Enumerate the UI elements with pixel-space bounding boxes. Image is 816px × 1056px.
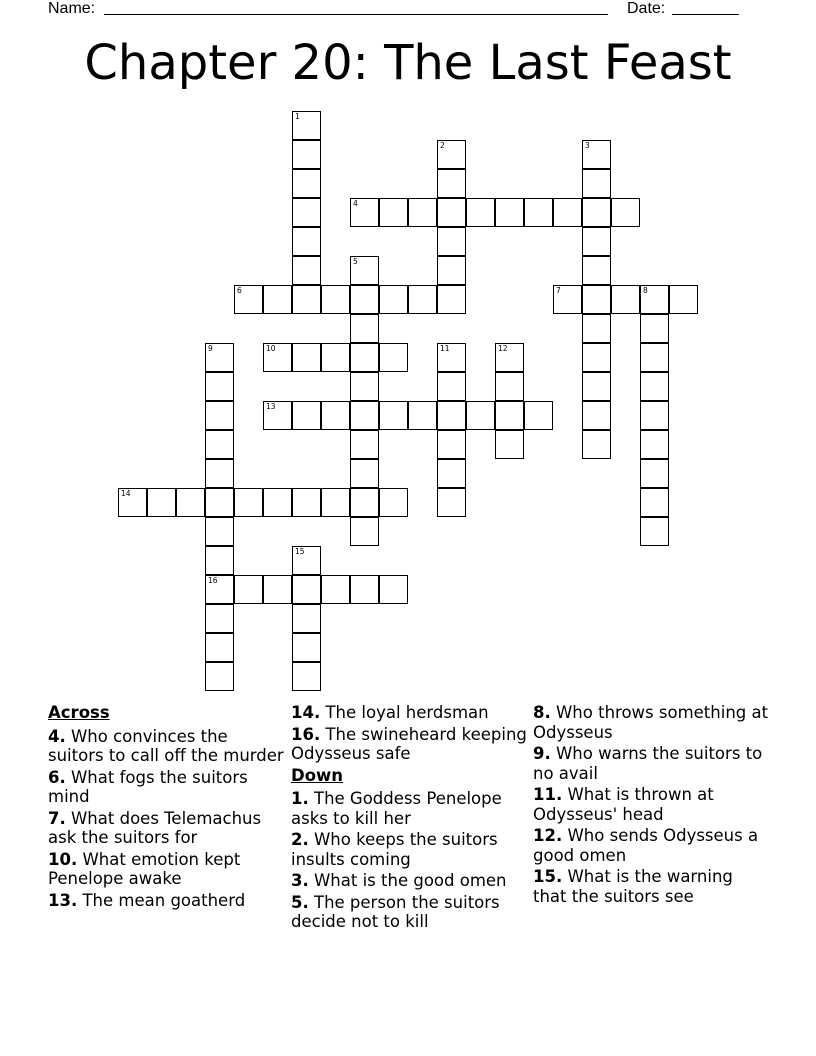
- grid-cell[interactable]: [466, 198, 495, 227]
- clue-across-4: 4. Who convinces the suitors to call off the murder: [48, 726, 284, 765]
- grid-cell[interactable]: [292, 198, 321, 227]
- grid-cell[interactable]: [379, 401, 408, 430]
- grid-cell[interactable]: [350, 314, 379, 343]
- grid-cell[interactable]: [292, 285, 321, 314]
- grid-cell[interactable]: [582, 198, 611, 227]
- clue-number: 13: [266, 402, 276, 411]
- grid-cell[interactable]: [292, 343, 321, 372]
- clue-down-2: 2. Who keeps the suitors insults coming: [291, 830, 498, 869]
- grid-cell[interactable]: [350, 459, 379, 488]
- grid-cell[interactable]: [379, 343, 408, 372]
- clue-down-9: 9. Who warns the suitors to no avail: [533, 744, 763, 783]
- clue-number: 4: [353, 199, 358, 208]
- grid-cell[interactable]: [292, 256, 321, 285]
- clue-number: 2: [440, 141, 445, 150]
- grid-cell[interactable]: [205, 459, 234, 488]
- grid-cell[interactable]: [205, 488, 234, 517]
- clue-down-1: 1. The Goddess Penelope asks to kill her: [291, 789, 502, 828]
- across-heading: Across: [48, 703, 110, 722]
- grid-cell[interactable]: [582, 314, 611, 343]
- grid-cell[interactable]: [582, 401, 611, 430]
- grid-cell[interactable]: [408, 198, 437, 227]
- grid-cell[interactable]: [205, 430, 234, 459]
- grid-cell[interactable]: [640, 459, 669, 488]
- clue-number: 11: [440, 344, 450, 353]
- grid-cell[interactable]: [321, 285, 350, 314]
- grid-cell[interactable]: [350, 285, 379, 314]
- grid-cell[interactable]: [234, 575, 263, 604]
- grid-cell[interactable]: [205, 633, 234, 662]
- grid-cell[interactable]: [292, 575, 321, 604]
- grid-cell[interactable]: [263, 401, 292, 430]
- clue-across-10: 10. What emotion kept Penelope awake: [48, 849, 241, 888]
- page-title: Chapter 20: The Last Feast: [84, 35, 732, 91]
- grid-cell[interactable]: [437, 372, 466, 401]
- grid-cell[interactable]: [292, 140, 321, 169]
- grid-cell[interactable]: [437, 401, 466, 430]
- date-label: Date:: [627, 0, 666, 17]
- grid-cell[interactable]: [350, 372, 379, 401]
- grid-cell[interactable]: [611, 285, 640, 314]
- grid-cell[interactable]: [495, 430, 524, 459]
- grid-cell[interactable]: [437, 430, 466, 459]
- grid-cell[interactable]: [582, 430, 611, 459]
- clue-down-11: 11. What is thrown at Odysseus' head: [533, 785, 714, 824]
- grid-cell[interactable]: [321, 343, 350, 372]
- clue-down-8: 8. Who throws something at Odysseus: [533, 703, 769, 742]
- grid-cell[interactable]: [408, 401, 437, 430]
- grid-cell[interactable]: [582, 227, 611, 256]
- grid-cell[interactable]: [379, 198, 408, 227]
- grid-cell[interactable]: [321, 401, 350, 430]
- grid-cell[interactable]: [263, 575, 292, 604]
- grid-cell[interactable]: [495, 198, 524, 227]
- grid-cell[interactable]: [292, 604, 321, 633]
- grid-cell[interactable]: [553, 198, 582, 227]
- grid-cell[interactable]: [205, 575, 234, 604]
- clue-across-6: 6. What fogs the suitors mind: [48, 767, 248, 806]
- grid-cell[interactable]: [379, 575, 408, 604]
- grid-cell[interactable]: [118, 488, 147, 517]
- clue-number: 8: [643, 286, 648, 295]
- grid-cell[interactable]: [147, 488, 176, 517]
- grid-cell[interactable]: [205, 546, 234, 575]
- grid-cell[interactable]: [321, 575, 350, 604]
- grid-cell[interactable]: [292, 546, 321, 575]
- grid-cell[interactable]: [292, 488, 321, 517]
- clue-number: 14: [121, 489, 131, 498]
- grid-cell[interactable]: [263, 285, 292, 314]
- grid-cell[interactable]: [611, 198, 640, 227]
- clue-number: 10: [266, 344, 276, 353]
- grid-cell[interactable]: [205, 604, 234, 633]
- grid-cell[interactable]: [350, 430, 379, 459]
- name-label: Name:: [48, 0, 96, 17]
- grid-cell[interactable]: [640, 401, 669, 430]
- grid-cell[interactable]: [350, 401, 379, 430]
- grid-cell[interactable]: [205, 401, 234, 430]
- grid-cell[interactable]: [582, 169, 611, 198]
- grid-cell[interactable]: [350, 256, 379, 285]
- clue-down-12: 12. Who sends Odysseus a good omen: [533, 826, 759, 865]
- grid-cell[interactable]: [350, 517, 379, 546]
- clue-number: 1: [295, 112, 300, 121]
- grid-cell[interactable]: [379, 285, 408, 314]
- grid-cell[interactable]: [640, 488, 669, 517]
- grid-cell[interactable]: [205, 662, 234, 691]
- clue-number: 5: [353, 257, 358, 266]
- grid-cell[interactable]: [234, 488, 263, 517]
- clue-number: 12: [498, 344, 508, 353]
- grid-cell[interactable]: [495, 343, 524, 372]
- down-heading: Down: [291, 765, 344, 785]
- grid-cell[interactable]: [437, 256, 466, 285]
- grid-cell[interactable]: [437, 488, 466, 517]
- grid-cell[interactable]: [292, 633, 321, 662]
- grid-cell[interactable]: [437, 343, 466, 372]
- grid-cell[interactable]: [205, 517, 234, 546]
- clue-across-7: 7. What does Telemachus ask the suitors for: [48, 808, 262, 847]
- grid-cell[interactable]: [350, 343, 379, 372]
- clue-number: 9: [208, 344, 213, 353]
- clue-across-13: 13. The mean goatherd: [48, 890, 246, 910]
- grid-cell[interactable]: [495, 401, 524, 430]
- grid-cell[interactable]: [582, 256, 611, 285]
- grid-cell[interactable]: [553, 285, 582, 314]
- clue-across-16: 16. The swineheard keeping Odysseus safe: [291, 724, 527, 763]
- grid-cell[interactable]: [437, 459, 466, 488]
- grid-cell[interactable]: [292, 169, 321, 198]
- grid-cell[interactable]: [582, 285, 611, 314]
- grid-cell[interactable]: [582, 343, 611, 372]
- grid-cell[interactable]: [582, 372, 611, 401]
- grid-cell[interactable]: [234, 285, 263, 314]
- clue-number: 7: [556, 286, 561, 295]
- grid-cell[interactable]: [408, 285, 437, 314]
- grid-cell[interactable]: [437, 140, 466, 169]
- grid-cell[interactable]: [321, 488, 350, 517]
- grid-cell[interactable]: [205, 343, 234, 372]
- grid-cell[interactable]: [205, 372, 234, 401]
- clue-number: 15: [295, 547, 305, 556]
- clue-column-2: [291, 703, 527, 934]
- grid-cell[interactable]: [292, 662, 321, 691]
- grid-cell[interactable]: [292, 227, 321, 256]
- clue-number: 6: [237, 286, 242, 295]
- grid-cell[interactable]: [640, 314, 669, 343]
- grid-cell[interactable]: [640, 430, 669, 459]
- grid-cell[interactable]: [437, 198, 466, 227]
- grid-cell[interactable]: [263, 488, 292, 517]
- grid-cell[interactable]: [495, 372, 524, 401]
- grid-cell[interactable]: [640, 517, 669, 546]
- grid-cell[interactable]: [379, 488, 408, 517]
- grid-cell[interactable]: [669, 285, 698, 314]
- grid-cell[interactable]: [437, 285, 466, 314]
- grid-cell[interactable]: [176, 488, 205, 517]
- grid-cell[interactable]: [437, 227, 466, 256]
- grid-cell[interactable]: [437, 169, 466, 198]
- clue-down-3: 3. What is the good omen: [291, 871, 507, 890]
- grid-cell[interactable]: [466, 401, 495, 430]
- clue-number: 3: [585, 141, 590, 150]
- grid-cell[interactable]: [350, 488, 379, 517]
- clue-down-5: 5. The person the suitors decide not to kill: [291, 892, 500, 931]
- grid-cell[interactable]: [524, 198, 553, 227]
- grid-cell[interactable]: [640, 372, 669, 401]
- clue-column-3: [533, 703, 769, 908]
- grid-cell[interactable]: [350, 198, 379, 227]
- grid-cell[interactable]: [640, 285, 669, 314]
- grid-cell[interactable]: [263, 343, 292, 372]
- grid-cell[interactable]: [292, 401, 321, 430]
- grid-cell[interactable]: [292, 111, 321, 140]
- clue-down-15: 15. What is the warning that the suitors see: [533, 867, 733, 906]
- grid-cell[interactable]: [524, 401, 553, 430]
- clue-number: 16: [208, 576, 218, 585]
- grid-cell[interactable]: [350, 575, 379, 604]
- grid-cell[interactable]: [640, 343, 669, 372]
- clue-across-14: 14. The loyal herdsman: [291, 703, 489, 722]
- grid-cell[interactable]: [582, 140, 611, 169]
- clue-column-1: [48, 703, 284, 912]
